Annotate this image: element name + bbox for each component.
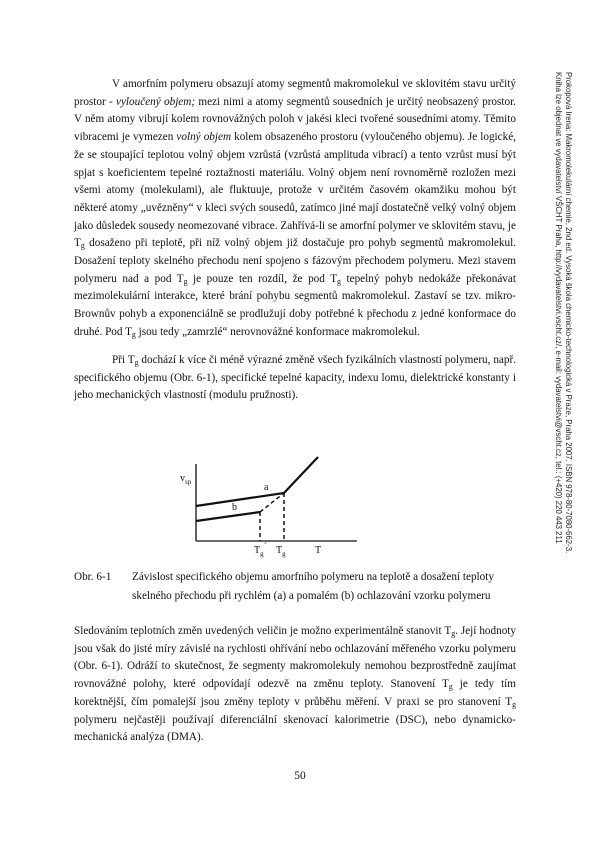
x-axis-label: T	[315, 545, 322, 556]
emphasis-excluded-volume: vyloučený objem;	[116, 95, 196, 108]
caption-text: Závislost specifického objemu amorfního polymeru na teplotě a dosažení teploty skelného přechodu při rychlém (a) a pomalém (b) ochlazování vzorku polymeru	[132, 571, 494, 602]
label-b: b	[232, 502, 237, 513]
citation-sidebar	[543, 72, 573, 592]
figure-svg	[165, 458, 385, 558]
paragraph-tg-properties: Při $T_g$ dochází k více či méně výrazné změně všech fyzikálních vlastností polymeru, např. specifického objemu (Obr. 6-1), specifické tepelné kapacity, indexu lomu, dielektrické konstanty i jeho mechanických vlastností (modulu pružnosti).	[74, 354, 516, 402]
paragraph-free-volume: V amorfním polymeru obsazují atomy segmentů makromolekul ve sklovitém stavu určitý prostor - vyloučený objem; mezi nimi a atomy segmentů sousedních je určitý neobsazený prostor. V něm atomy vibrují kolem rovnovážných poloh v jakési kleci tvořené sousedními atomy. Těmito vibracemi je vymezen volný objem kolem obsazeného prostoru (vyloučeného objemu). Je logické, že se stoupající teplotou volný objem vzrůstá (vzrůstá amplituda vibrací) a tento vzrůst musí být spjat s koeficientem tepelné roztažnosti materiálu. Volný objem není rovnoměrně rozložen mezi všemi atomy (molekulami), ale fluktuuje, protože v určitém časovém okamžiku mohou být některé atomy „uvězněny“ v kleci svých sousedů, zatímco jiné mají dostatečně velký volný objem jako důsledek sousedy neomezované vibrace. Zahřívá-li se amorfní polymer ve sklovitém stavu, je $T_g$ dosaženo při teplotě, při níž volný objem již dostačuje pro pohyb segmentů makromolekul. Dosažení teploty skelného přechodu není spojeno s fázovým přechodem polymeru. Mezi stavem polymeru nad a pod $T_g$ je pouze ten rozdíl, že pod $T_g$ tepelný pohyb nedokáže překonávat mezimolekulární interakce, které brání pohybu segmentů makromolekul. Zastaví se tzv. mikro-Brownův pohyb a exponenciálně se prodlužují doby potřebné k přechodu z jedné konformace do druhé. Pod $T_g$ jsou tedy „zamrzlé“ nerovnovážné konformace makromolekul.	[74, 78, 516, 339]
page-number: 50	[294, 770, 306, 782]
label-a: a	[264, 482, 269, 493]
curve-a-glassy	[196, 493, 284, 506]
curve-rubbery	[284, 457, 318, 493]
tick-tg: $T_g$	[276, 545, 286, 558]
caption-number: Obr. 6-1	[74, 571, 112, 583]
y-axis-label: $v_{sp}$	[180, 473, 192, 486]
curve-b-glassy	[196, 512, 260, 521]
tick-tg-prime: $T_g´$	[254, 542, 267, 558]
citation-line-1: Prokopová Irena: Makromolekulární chemie. 2nd ed. Vysoká škola chemicko-technologická v Praze, Praha 2007. ISBN 978-80-7080-662-3.	[564, 72, 573, 554]
paragraph-tg-measurement: Sledováním teplotních změn uvedených veličin je možno experimentálně stanovit $T_g$. Její hodnoty jsou však do jisté míry závislé na rychlosti ohřívání nebo ochlazování měřeného vzorku polymeru (Obr. 6-1). Odráží to skutečnost, že segmenty makromolekuly nemohou bezprostředně zaujímat rovnovážné polohy, které odpovídají odezvě na změnu teploty. Stanovení $T_g$ je tedy tím korektnější, čím pomalejší jsou změny teploty v průběhu měření. V praxi se pro stanovení $T_g$ polymeru nejčastěji používají diferenciální skenovací kalorimetrie (DSC), nebo dynamicko-mechanická analýza (DMA).	[74, 625, 516, 744]
citation-line-2: Kniha lze objednat ve vydavatelství VŠCHT Praha, http://vydavatelstvi.vscht.cz/, e-mail: vydavatelstvi@vscht.cz, tel.: (+420) 220 443 211	[554, 72, 563, 544]
figure-specific-volume	[165, 458, 385, 558]
emphasis-free-volume: volný objem	[176, 131, 232, 144]
